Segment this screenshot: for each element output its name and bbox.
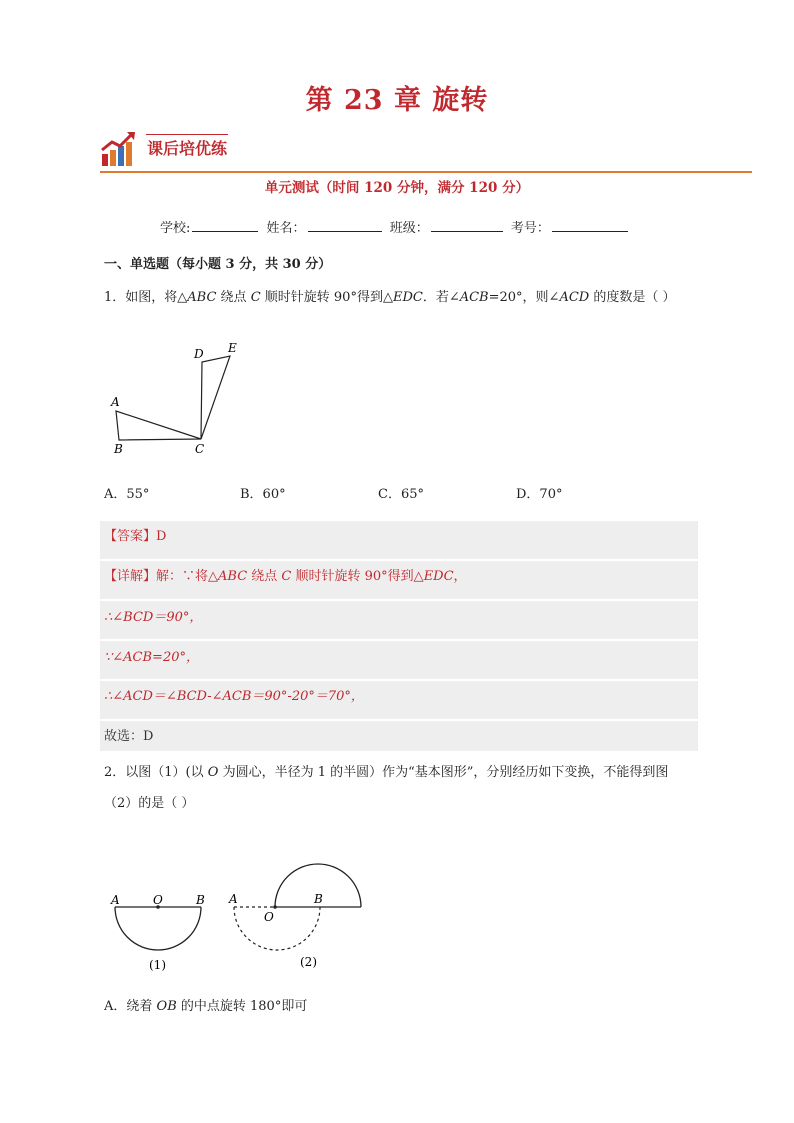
triangle-abc: [116, 411, 201, 440]
detail-line-3: ∵∠ACB=20°，: [104, 650, 199, 665]
exam-no-blank: [552, 217, 628, 232]
chart-trend-icon: [100, 128, 140, 168]
fig2-label-a: A: [229, 892, 238, 906]
option-d[interactable]: D．70°: [516, 487, 563, 502]
figure-2: [228, 864, 361, 969]
detail-line-1: 【详解】解：∵将△ABC 绕点 C 顺时针旋转 90°得到△EDC，: [104, 569, 467, 584]
student-info: [160, 217, 632, 236]
name-blank: [308, 217, 382, 232]
label-d: D: [194, 347, 204, 361]
class-blank: [431, 217, 503, 232]
banner-label: 课后培优练: [147, 139, 228, 158]
option-c[interactable]: C．65°: [378, 487, 424, 502]
fig1-caption: (1): [149, 958, 166, 972]
question-2-text-line-1: 2．以图（1）(以 O 为圆心，半径为 1 的半圆）作为“基本图形”，分别经历如下变换，不能得到图: [104, 765, 669, 780]
name-label: 姓名：: [266, 221, 306, 236]
school-label: 学校:: [160, 221, 191, 236]
fig1-label-o: O: [153, 893, 163, 907]
triangle-edc: [201, 356, 230, 439]
question-2-option-a[interactable]: A．绕着 OB 的中点旋转 180°即可: [104, 999, 308, 1014]
answer-row: [100, 521, 698, 559]
question-1-figure: [104, 338, 254, 458]
option-b[interactable]: B．60°: [240, 487, 286, 502]
fig1-label-b: B: [196, 893, 205, 907]
school-blank: [192, 217, 258, 232]
answer-line: 【答案】D: [104, 529, 167, 544]
fig2-label-o: O: [264, 910, 274, 924]
class-label: 班级：: [389, 221, 429, 236]
exam-no-label: 考号：: [510, 221, 550, 236]
label-a: A: [111, 395, 120, 409]
fig1-label-a: A: [111, 893, 120, 907]
figure-1: [110, 893, 205, 972]
answer-row: [100, 721, 698, 751]
page-title: 第 23 章 旋转: [305, 85, 489, 116]
detail-line-5: 故选：D: [104, 729, 154, 744]
banner-divider: [146, 134, 228, 135]
section-divider: [100, 171, 752, 173]
label-e: E: [228, 341, 237, 355]
detail-line-4: ∴∠ACD＝∠BCD-∠ACB＝90°-20°＝70°，: [104, 689, 364, 704]
question-1-text: 1．如图，将△ABC 绕点 C 顺时针旋转 90°得到△EDC．若∠ACB=20°，则∠ACD 的度数是（ ）: [104, 290, 676, 305]
fig2-caption: (2): [300, 955, 317, 969]
detail-line-2: ∴∠BCD＝90°，: [104, 610, 203, 625]
fig2-label-b: B: [314, 892, 323, 906]
option-a[interactable]: A．55°: [104, 487, 150, 502]
subtitle: 单元测试（时间 120 分钟，满分 120 分）: [264, 180, 530, 196]
question-2-text-line-2: （2）的是（ ）: [104, 796, 195, 811]
section-heading: 一、单选题（每小题 3 分，共 30 分）: [104, 257, 332, 272]
label-c: C: [195, 442, 205, 456]
label-b: B: [114, 442, 123, 456]
question-2-figure: [104, 855, 374, 980]
